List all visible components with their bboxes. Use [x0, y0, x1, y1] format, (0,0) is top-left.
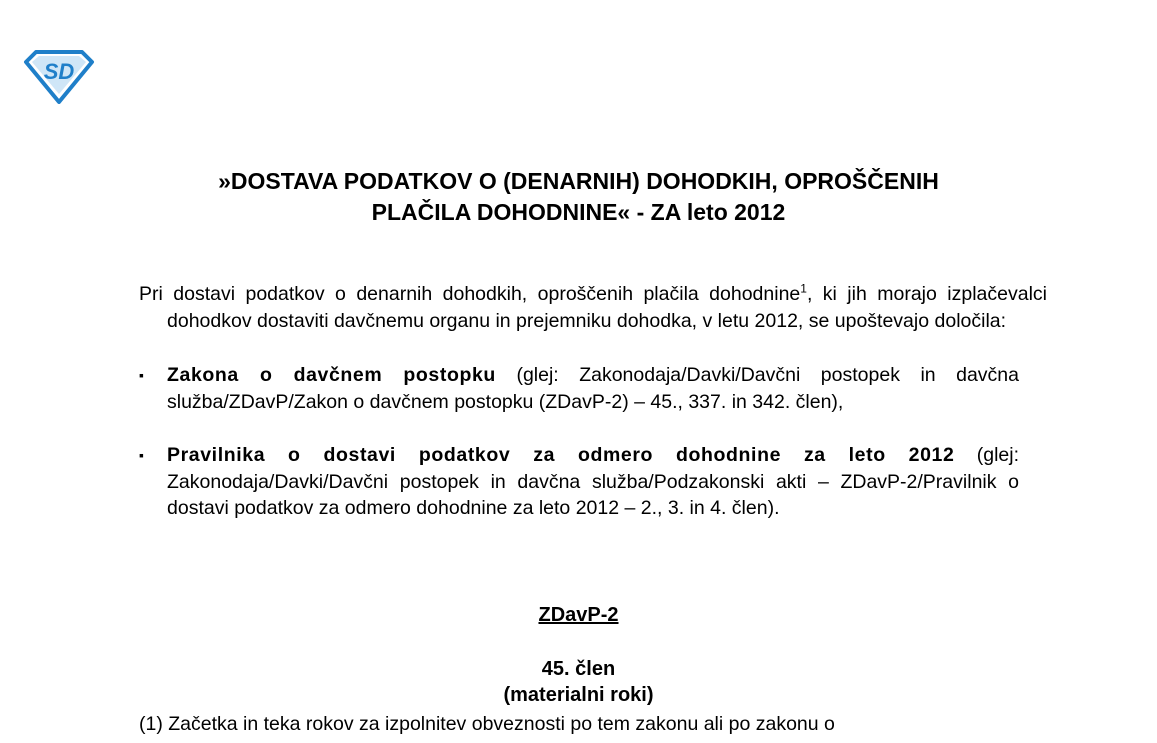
article-number: 45. člen [541, 658, 616, 680]
title-line-1: »DOSTAVA PODATKOV O (DENARNIH) DOHODKIH, OPROŠČENIH [218, 168, 939, 194]
bullet-text: (glej: Zakonodaja/Davki/Davčni postopek in davčna služba/ZDavP/Zakon o davčnem postopku (ZDavP-2) – 45., 337. in 342. člen), [167, 364, 1019, 413]
title-line-2: PLAČILA DOHODNINE« - ZA leto 2012 [371, 199, 786, 225]
section-heading: ZDavP-2 [538, 604, 619, 626]
footnote-ref[interactable]: 1 [800, 281, 807, 296]
article-subtitle: (materialni roki) [503, 684, 654, 706]
bullet-bold-text: Zakona o davčnem postopku [167, 364, 496, 386]
list-item [139, 362, 1019, 415]
sd-logo-icon [22, 48, 96, 104]
bullet-icon: ▪ [139, 447, 144, 463]
article-paragraph: (1) Začetka in teka rokov za izpolnitev obveznosti po tem zakonu ali po zakonu o [139, 713, 835, 735]
list-item [139, 442, 1019, 522]
logo-text: SD [43, 59, 75, 84]
bullet-text: (glej: Zakonodaja/Davki/Davčni postopek in davčna služba/Podzakonski akti – ZDavP-2/Pravilnik o dostavi podatkov za odmero dohodnine za leto 2012 – 2., 3. in 4. člen). [167, 444, 1020, 519]
intro-text-before: Pri dostavi podatkov o denarnih dohodkih, oproščenih plačila dohodnine [139, 283, 801, 305]
intro-text-after: , ki jih morajo izplačevalci dohodkov dostaviti davčnemu organu in prejemniku dohodka, v letu 2012, se upoštevajo določila: [167, 283, 1047, 332]
bullet-icon: ▪ [139, 367, 144, 383]
intro-paragraph [139, 281, 1047, 334]
bullet-bold-text: Pravilnika o dostavi podatkov za odmero dohodnine za leto 2012 [167, 444, 955, 466]
document-title [0, 166, 1157, 228]
